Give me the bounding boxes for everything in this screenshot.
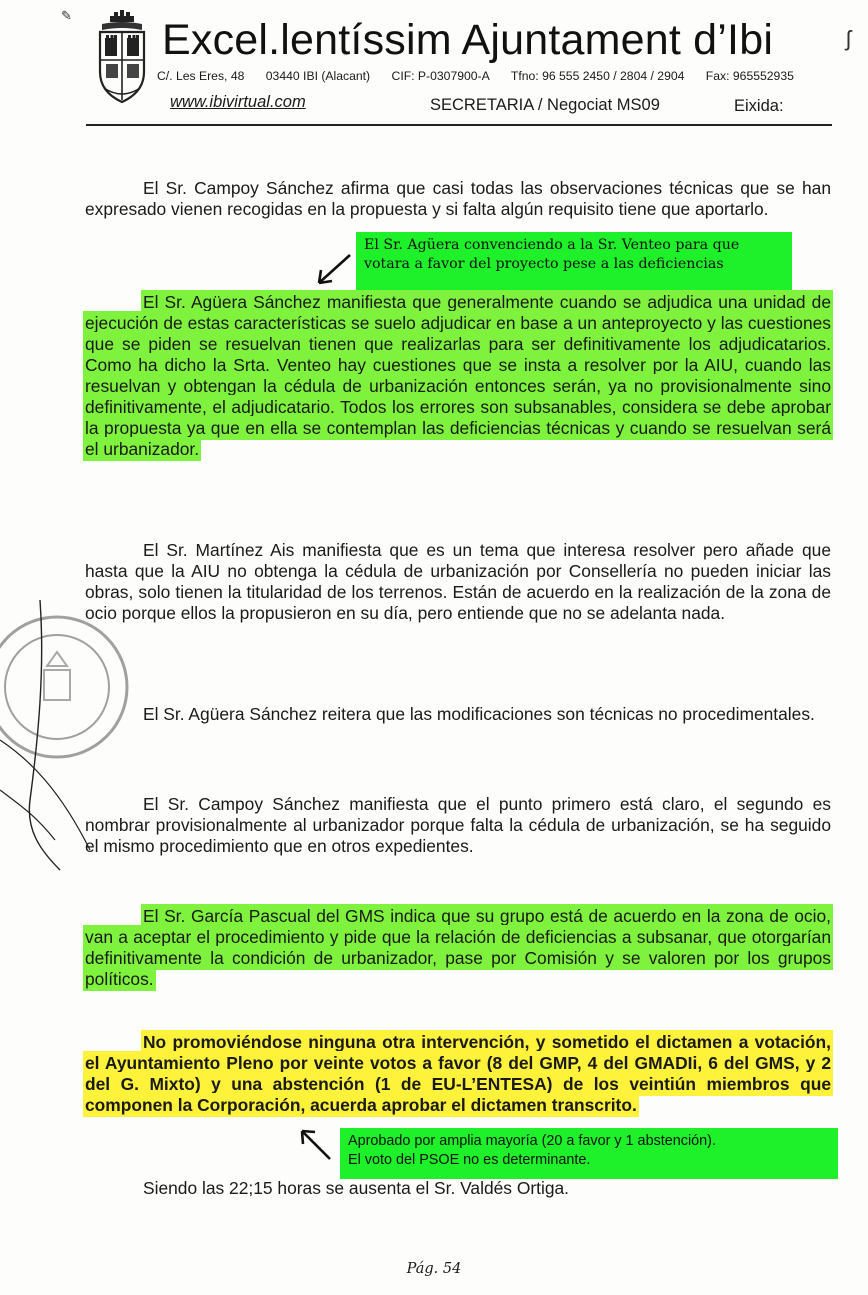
- paragraph-8: [85, 1178, 831, 1199]
- annotation-note-2-line-2: El voto del PSOE no es determinante.: [348, 1152, 591, 1168]
- paragraph-6: [85, 906, 831, 990]
- paragraph-3: [85, 540, 831, 624]
- paragraph-4: [85, 704, 831, 725]
- website-link[interactable]: www.ibivirtual.com: [170, 93, 306, 111]
- signature-icon: [0, 590, 130, 890]
- paragraph-1-text: El Sr. Campoy Sánchez afirma que casi todas las observaciones técnicas que se han expresado vienen recogidas en la propuesta y si falta algún requisito tiene que aportarlo.: [85, 178, 831, 219]
- letterhead-contact-line: [157, 69, 794, 83]
- paragraph-6-text: El Sr. García Pascual del GMS indica que su grupo está de acuerdo en la zona de ocio, van a aceptar el procedimiento y pide que la relación de deficiencias a subsanar, que otorgarían definitivamente la condición de urbanizador, pase por Comisión y se valoren por los grupos políticos.: [85, 906, 831, 989]
- corner-mark: ✎: [61, 8, 72, 23]
- letterhead-title: Excel.lentíssim Ajuntament d’Ibi: [162, 16, 774, 64]
- paragraph-8-text: Siendo las 22;15 horas se ausenta el Sr. Valdés Ortiga.: [143, 1178, 570, 1198]
- annotation-note-1-text: El Sr. Agüera convenciendo a la Sr. Venteo para que votara a favor del proyecto pese a las deficiencias: [364, 237, 740, 272]
- paragraph-7: [85, 1032, 831, 1116]
- eixida-label: Eixida:: [734, 97, 784, 115]
- arrow-icon: [298, 1128, 334, 1162]
- paragraph-3-text: El Sr. Martínez Ais manifiesta que es un tema que interesa resolver pero añade que hasta que la AIU no obtenga la cédula de urbanización por Consellería no pueden iniciar las obras, solo tienen la titularidad de los terrenos. Están de acuerdo en la realización de la zona de ocio porque ellos la propusieron en su día, pero entiende que no se adelanta nada.: [85, 540, 831, 623]
- paragraph-4-text: El Sr. Agüera Sánchez reitera que las modificaciones son técnicas no procedimentales.: [143, 704, 815, 724]
- page-number: Pág. 54: [406, 1261, 462, 1277]
- paragraph-7-text: No promoviéndose ninguna otra intervención, y sometido el dictamen a votación, el Ayuntamiento Pleno por veinte votos a favor (8 del GMP, 4 del GMADIi, 6 del GMS, y 2 del G. Mixto) y una abstención (1 de EU-L’ENTESA) de los veintiún miembros que componen la Corporación, acuerda aprobar el dictamen transcrito.: [85, 1032, 831, 1115]
- paragraph-5-text: El Sr. Campoy Sánchez manifiesta que el punto primero está claro, el segundo es nombrar provisionalmente al urbanizador porque falta la cédula de urbanización, se ha seguido el mismo procedimiento que en otros expedientes.: [85, 794, 831, 856]
- fax: Fax: 965552935: [705, 69, 794, 83]
- secretaria-label: SECRETARIA / Negociat MS09: [430, 96, 660, 114]
- town-crest-icon: [96, 10, 148, 106]
- postcode: 03440 IBI (Alacant): [265, 69, 371, 83]
- paragraph-5: [85, 794, 831, 857]
- header-divider: [86, 124, 832, 126]
- arrow-icon: [314, 252, 354, 286]
- annotation-note-1: [356, 232, 792, 290]
- edge-mark: ʃ: [846, 26, 851, 51]
- paragraph-2-text: El Sr. Agüera Sánchez manifiesta que generalmente cuando se adjudica una unidad de ejecución de estas características se suelo adjudicar en base a un anteproyecto y las cuestiones que se piden se resuelvan tienen que realizarlas para ser definitivamente los adjudicatarios. Como ha dicho la Srta. Venteo hay cuestiones que se insta a resolver por la AIU, cuando las resuelvan y obtengan la cédula de urbanización entonces serán, ya no provisionalmente sino definitivamente, el adjudicatario. Todos los errores son subsanables, considera se debe aprobar la propuesta ya que en ella se contemplan las deficiencias técnicas y cuando se resuelvan será el urbanizador.: [85, 292, 831, 459]
- paragraph-2: [85, 292, 831, 460]
- annotation-note-2: [340, 1128, 838, 1179]
- phone: Tfno: 96 555 2450 / 2804 / 2904: [510, 69, 685, 83]
- annotation-note-2-line-1: Aprobado por amplia mayoría (20 a favor y 1 abstención).: [348, 1133, 716, 1149]
- cif: CIF: P-0307900-A: [391, 69, 490, 83]
- paragraph-1: [85, 178, 831, 220]
- address: C/. Les Eres, 48: [157, 69, 245, 83]
